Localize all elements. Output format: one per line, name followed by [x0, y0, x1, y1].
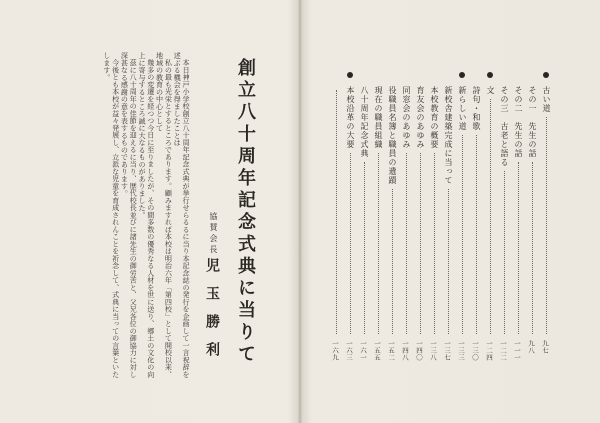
toc-entry: [527, 72, 539, 372]
toc-leader-dots: [546, 117, 547, 334]
toc-entry: [359, 72, 371, 372]
toc-entry: [345, 72, 357, 372]
toc-page-number: 一二二: [499, 340, 507, 361]
toc-entry-title: その一 先生の話: [528, 86, 537, 158]
bullet-icon: [543, 72, 549, 78]
toc-entry-title: 本校教育の概要: [430, 86, 439, 149]
article-paragraph: 私の最も光栄とするところであります。顧みますれば本校は明治六年「第四校」として開校以来、地域の教育の中心として: [155, 52, 174, 379]
toc-entry-title: 文: [486, 86, 495, 95]
author-role: 協賛会長: [209, 212, 218, 256]
toc-entry-title: 古い道: [542, 86, 551, 113]
toc-page-number: 一二四: [485, 340, 493, 361]
article-title: 創立八十周年記念式典に当りて: [235, 58, 256, 366]
toc-entry-title: その三 古老と語る: [500, 86, 509, 167]
toc-page-number: 一六一: [359, 340, 367, 361]
toc-entry: [415, 72, 427, 372]
toc-entry: [471, 72, 483, 372]
toc-entry: [485, 72, 497, 372]
toc-page-number: 一三〇: [471, 340, 479, 361]
toc-page-number: 一五五: [373, 340, 381, 361]
author-name: 児玉勝利: [204, 258, 220, 370]
bullet-icon: [487, 72, 493, 78]
toc-page-number: 一三七: [443, 340, 451, 361]
toc-leader-dots: [406, 153, 407, 334]
toc-entry: [499, 72, 511, 372]
article-body: [40, 52, 190, 382]
toc-entry: [513, 72, 525, 372]
toc-entry: [401, 72, 413, 372]
toc-leader-dots: [532, 162, 533, 334]
right-page: [301, 0, 600, 423]
toc-leader-dots: [378, 153, 379, 334]
toc-page-number: 一六九: [331, 340, 339, 361]
toc-page-number: 一五二: [387, 340, 395, 361]
toc-entry: [541, 72, 553, 372]
toc-leader-dots: [462, 135, 463, 334]
toc-page-number: 一一一: [513, 340, 521, 361]
toc-entry-title: 詩句・和歌: [472, 86, 481, 131]
bullet-icon: [347, 72, 353, 78]
toc-leader-dots: [518, 162, 519, 334]
toc-page-number: 一四八: [401, 340, 409, 361]
toc-page-number: 一三三: [457, 340, 465, 361]
article-paragraph: 茲に八十周年の佳節を迎えるに当り、歴代校長並びに諸先生の御労苦と、父兄各位の御協力に対し深甚なる感謝の意を表するものであります。: [120, 52, 139, 379]
toc-leader-dots: [448, 189, 449, 334]
toc-leader-dots: [434, 153, 435, 334]
bullet-icon: [459, 72, 465, 78]
toc-page-number: 一三八: [429, 340, 437, 361]
left-page: [0, 0, 299, 423]
article-paragraph: 幾多の変遷を経つつ今日に至りましたが、その間多数の優秀なる人材を世に送り、郷土の文化の向上に寄与するところ誠に大なるものがありました。: [138, 52, 156, 379]
article-paragraph: 今後とも本校が益々発展し、立派な児童を育成されんことを祈念して、式典に当っての言葉といたします。: [102, 52, 121, 379]
toc-entry: [429, 72, 441, 372]
toc-leader-dots: [420, 153, 421, 334]
toc-entry-title: 同窓会のあゆみ: [402, 86, 411, 149]
toc-entry-title: 役職員名簿と職員の遺蹟: [388, 86, 397, 185]
toc-page-number: 九八: [527, 340, 535, 354]
toc-leader-dots: [504, 171, 505, 334]
toc-page-number: 九七: [541, 340, 549, 354]
toc-entry: [373, 72, 385, 372]
toc-entry: [457, 72, 469, 372]
toc-entry: [443, 72, 455, 372]
toc-page-number: 一六三: [345, 340, 353, 361]
toc-leader-dots: [364, 162, 365, 334]
toc-leader-dots: [476, 135, 477, 334]
article-paragraph: 本日神戸小学校創立八十周年記念式典が挙行せらるるに当り本記念誌の発行を企画して一言祝辞を述ぶる機会を得ましたことは: [173, 52, 191, 379]
toc-entry-title: 新校舎建築完成に当って: [444, 86, 453, 185]
toc-leader-dots: [392, 189, 393, 334]
toc-entry-title: 現在の職員組織: [374, 86, 383, 149]
toc-entry: [387, 72, 399, 372]
toc-entry-title: 八十周年記念式典: [360, 86, 369, 158]
toc-leader-dots: [336, 90, 337, 334]
toc-entry: [331, 72, 343, 372]
toc-page-number: 一四〇: [415, 340, 423, 361]
toc-entry-title: 育友会のあゆみ: [416, 86, 425, 149]
toc-leader-dots: [350, 153, 351, 334]
toc-entry-title: 新らしい道: [458, 86, 467, 131]
toc-entry-title: 本校沿革の大要: [346, 86, 355, 149]
toc-entry-title: その二 先生の話: [514, 86, 523, 158]
toc-leader-dots: [490, 99, 491, 334]
